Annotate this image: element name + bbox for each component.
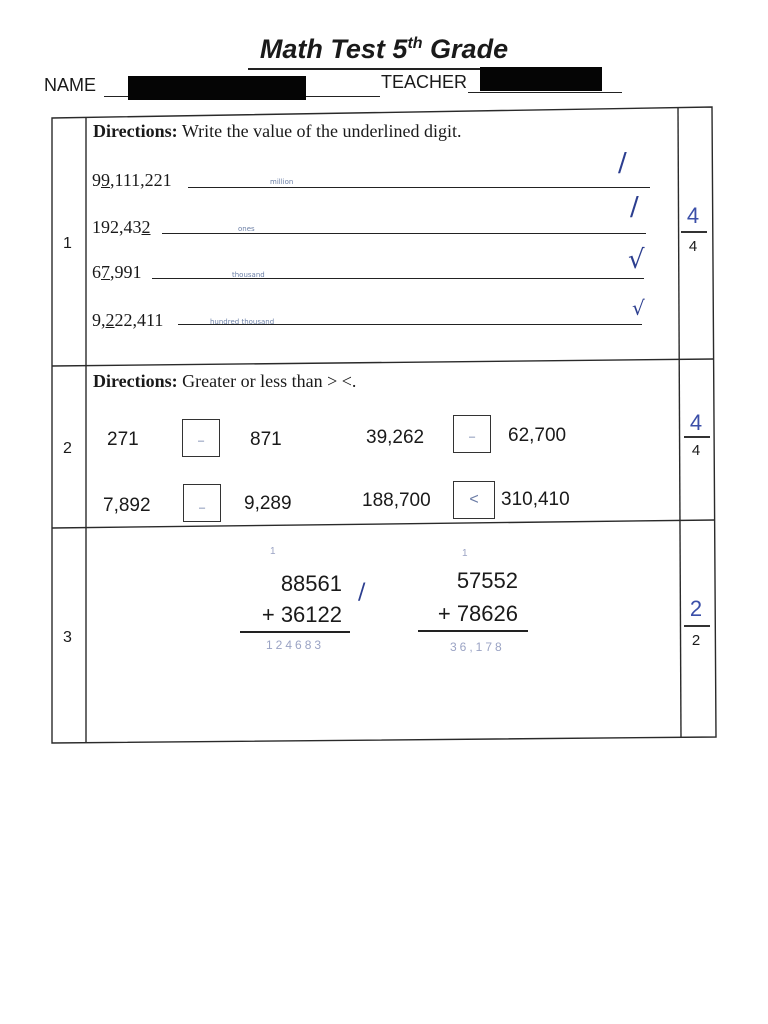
answer-line-3 [152,278,644,279]
place-value-item-2: 192,432 [92,217,151,237]
compare-2-right: 62,700 [508,425,567,446]
compare-1-box: – [182,419,220,457]
section-1-number: 1 [63,235,72,252]
teacher-label: TEACHER [381,72,468,92]
section-3-score-bar [684,625,710,627]
addition-1-line [240,631,350,633]
check-mark-2: / [630,192,639,222]
addition-1-answer: 124683 [266,638,325,652]
section-3-score-total: 2 [691,632,701,649]
check-mark-3: √ [628,245,645,275]
addition-2-top: 57552 [456,568,518,593]
check-mark-1: / [618,148,627,178]
compare-1-right: 871 [250,429,282,450]
section-3-score-earned: 2 [689,596,703,621]
answer-3: thousand [232,271,265,279]
section-3-number: 3 [63,629,72,646]
check-mark-4: √ [632,296,645,320]
page-title: Math Test 5th Grade [259,34,509,64]
section-1-score-total: 4 [688,238,698,255]
section-2-score-earned: 4 [689,410,703,435]
place-value-item-1: 99,111,221 [92,170,172,190]
compare-1-left: 271 [107,429,139,450]
name-label: NAME [44,75,97,95]
section-1-score-earned: 4 [686,203,700,228]
compare-2-box: – [453,415,491,453]
place-value-item-4: 9,222,411 [92,310,164,330]
addition-2-carry: 1 [462,548,471,559]
addition-1-carry: 1 [270,546,279,557]
section-1-score-bar [681,231,707,233]
row-divider-1 [52,359,714,366]
answer-1: million [270,178,294,186]
compare-3-right: 9,289 [244,493,292,514]
addition-2-answer: 36,178 [450,640,505,654]
compare-3-left: 7,892 [103,495,151,516]
compare-4-box: < [453,481,495,519]
addition-1-top: 88561 [280,571,342,596]
row-divider-2 [52,520,715,528]
compare-4-right: 310,410 [501,489,570,510]
table-border [52,107,716,743]
answer-2: ones [238,225,255,233]
section-2-number: 2 [63,440,72,457]
section-2-score-total: 4 [691,442,701,459]
answer-4: hundred thousand [210,318,275,326]
place-value-item-3: 67,991 [92,262,142,282]
addition-2-line [418,630,528,632]
section-1-directions: Directions: Write the value of the underlined digit. [93,121,462,141]
addition-1-bottom: + 36122 [261,602,342,627]
compare-2-left: 39,262 [366,427,425,448]
answer-line-2 [162,233,646,234]
section-2-score-bar [684,436,710,438]
addition-1-check: / [358,580,366,605]
compare-3-box: – [183,484,221,522]
answer-line-1 [188,187,650,188]
addition-2-bottom: + 78626 [437,601,518,626]
section-2-directions: Directions: Greater or less than > <. [93,371,357,391]
compare-4-left: 188,700 [362,490,431,511]
